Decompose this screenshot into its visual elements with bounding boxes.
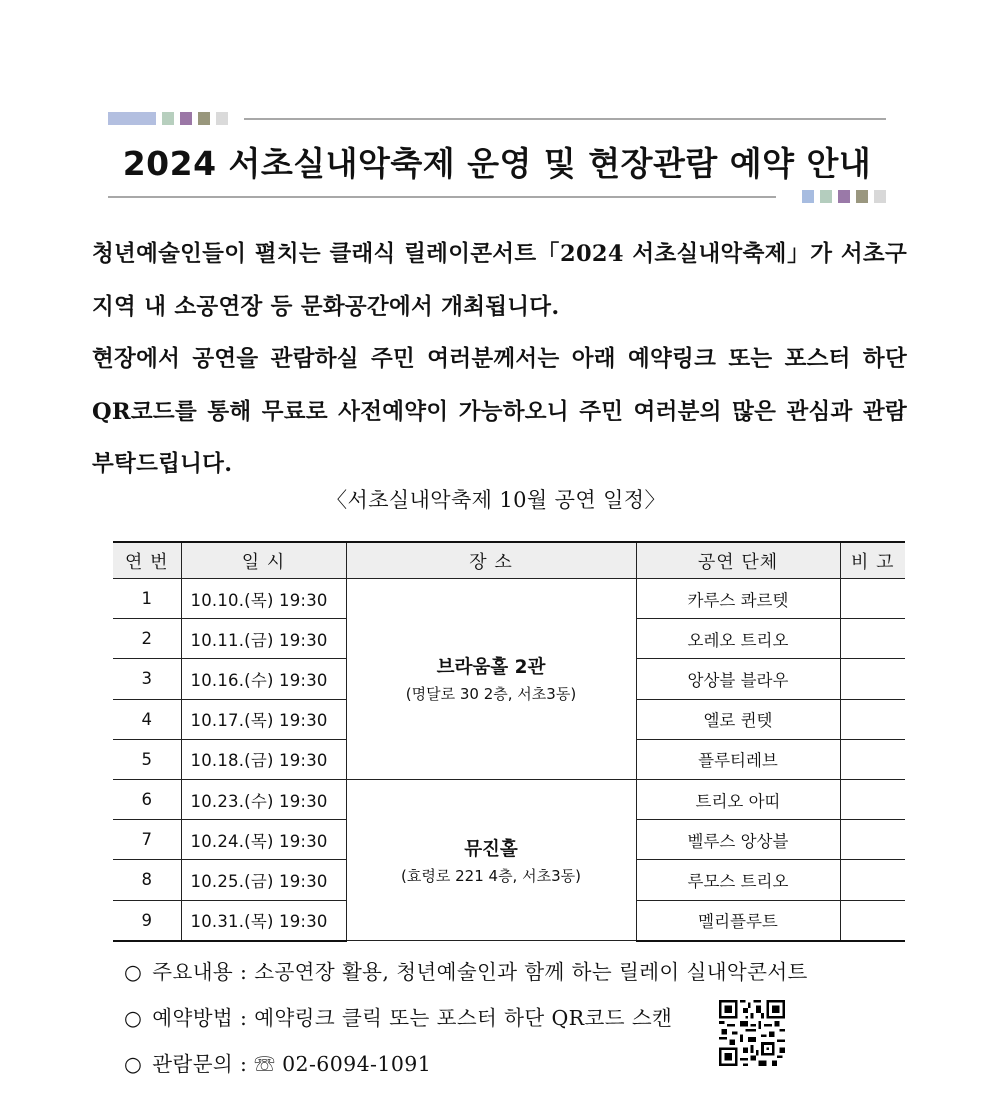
row-note — [840, 900, 905, 941]
row-no: 3 — [113, 659, 181, 699]
row-group: 멜리플루트 — [636, 900, 840, 941]
header-venue: 장 소 — [346, 542, 636, 579]
header-datetime: 일 시 — [181, 542, 346, 579]
venue-name: 브라움홀 2관 — [436, 657, 546, 679]
row-no: 2 — [113, 619, 181, 659]
bottom-decoration — [802, 190, 886, 203]
deco-square — [162, 112, 174, 125]
row-note — [840, 779, 905, 819]
venue-cell — [346, 579, 636, 780]
info-section — [124, 955, 808, 1093]
header-group: 공연 단체 — [636, 542, 840, 579]
row-no: 7 — [113, 820, 181, 860]
info-line-contact — [124, 1047, 808, 1093]
deco-square — [856, 190, 868, 203]
deco-square — [216, 112, 228, 125]
row-group: 루모스 트리오 — [636, 860, 840, 900]
deco-square — [802, 190, 814, 203]
row-no: 4 — [113, 699, 181, 739]
table-header-row — [113, 542, 905, 579]
row-no: 5 — [113, 739, 181, 779]
intro-text — [92, 228, 907, 491]
deco-square — [820, 190, 832, 203]
header-note: 비 고 — [840, 542, 905, 579]
row-group: 벨루스 앙상블 — [636, 820, 840, 860]
row-note — [840, 579, 905, 619]
schedule-title: 〈서초실내악축제 10월 공연 일정〉 — [326, 488, 666, 512]
deco-square — [838, 190, 850, 203]
row-group: 플루티레브 — [636, 739, 840, 779]
schedule-table — [113, 541, 905, 942]
info-text: 관람문의 : ☏ 02-6094-1091 — [152, 1052, 432, 1076]
deco-square — [198, 112, 210, 125]
venue-name: 뮤진홀 — [464, 838, 518, 860]
page-title: 2024 서초실내악축제 운영 및 현장관람 예약 안내 — [122, 144, 872, 183]
row-group: 트리오 아띠 — [636, 779, 840, 819]
row-group: 앙상블 블라우 — [636, 659, 840, 699]
bullet-icon: ○ — [124, 1006, 143, 1030]
bullet-icon: ○ — [124, 1052, 143, 1076]
row-datetime: 10.31.(목) 19:30 — [181, 900, 346, 941]
deco-square — [180, 112, 192, 125]
row-datetime: 10.16.(수) 19:30 — [181, 659, 346, 699]
row-note — [840, 860, 905, 900]
bottom-rule — [108, 196, 776, 198]
bullet-icon: ○ — [124, 960, 143, 984]
title-banner — [108, 108, 886, 208]
row-datetime: 10.10.(목) 19:30 — [181, 579, 346, 619]
row-datetime: 10.17.(목) 19:30 — [181, 699, 346, 739]
row-note — [840, 820, 905, 860]
row-note — [840, 739, 905, 779]
intro-paragraph-1: 청년예술인들이 펼치는 클래식 릴레이콘서트「2024 서초실내악축제」가 서초구 지역 내 소공연장 등 문화공간에서 개최됩니다. — [92, 241, 907, 320]
row-no: 8 — [113, 860, 181, 900]
venue-address: (효령로 221 4층, 서초3동) — [401, 866, 581, 885]
table-row — [113, 779, 905, 819]
top-rule — [244, 118, 886, 120]
deco-square — [108, 112, 156, 125]
info-text: 예약방법 : 예약링크 클릭 또는 포스터 하단 QR코드 스캔 — [152, 1006, 673, 1030]
venue-cell — [346, 779, 636, 940]
top-decoration — [108, 112, 228, 125]
row-note — [840, 659, 905, 699]
table-row — [113, 579, 905, 619]
deco-square — [874, 190, 886, 203]
row-datetime: 10.11.(금) 19:30 — [181, 619, 346, 659]
row-datetime: 10.24.(목) 19:30 — [181, 820, 346, 860]
row-no: 6 — [113, 779, 181, 819]
row-no: 9 — [113, 900, 181, 941]
row-note — [840, 699, 905, 739]
row-group: 오레오 트리오 — [636, 619, 840, 659]
info-text: 주요내용 : 소공연장 활용, 청년예술인과 함께 하는 릴레이 실내악콘서트 — [152, 960, 808, 984]
header-no: 연 번 — [113, 542, 181, 579]
row-datetime: 10.23.(수) 19:30 — [181, 779, 346, 819]
row-datetime: 10.18.(금) 19:30 — [181, 739, 346, 779]
intro-paragraph-2: 현장에서 공연을 관람하실 주민 여러분께서는 아래 예약링크 또는 포스터 하단 QR코드를 통해 무료로 사전예약이 가능하오니 주민 여러분의 많은 관심과 관람 부탁드립니다. — [92, 346, 907, 477]
row-group: 엘로 퀸텟 — [636, 699, 840, 739]
row-group: 카루스 콰르텟 — [636, 579, 840, 619]
venue-address: (명달로 30 2층, 서초3동) — [405, 685, 577, 704]
info-line-reservation — [124, 1001, 808, 1047]
row-note — [840, 619, 905, 659]
row-datetime: 10.25.(금) 19:30 — [181, 860, 346, 900]
info-line-content — [124, 955, 808, 1001]
qr-code-icon[interactable] — [719, 1000, 785, 1066]
row-no: 1 — [113, 579, 181, 619]
